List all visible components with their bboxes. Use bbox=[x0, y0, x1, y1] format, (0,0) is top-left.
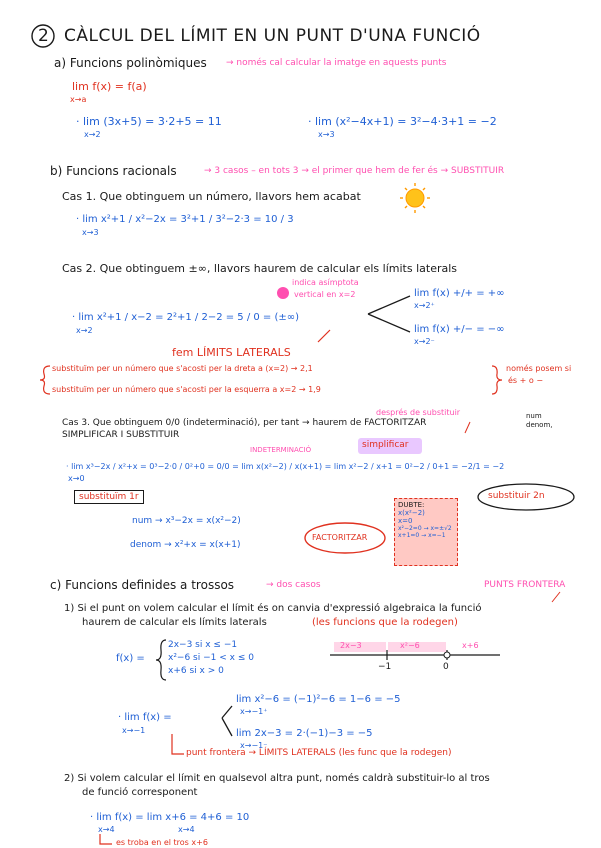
c-limit-label: · lim f(x) = bbox=[118, 712, 172, 723]
case-c1-c: (les funcions que la rodegen) bbox=[312, 617, 458, 628]
case-3-factor-denom: denom → x²+x = x(x+1) bbox=[130, 540, 241, 550]
case-3-num: num bbox=[526, 412, 542, 420]
number-line-label-3: x+6 bbox=[462, 641, 479, 650]
case-3-simplificar: simplificar bbox=[362, 440, 409, 450]
piecewise-row-3: x+6 si x > 0 bbox=[168, 666, 224, 676]
punts-frontera: PUNTS FRONTERA bbox=[484, 580, 566, 590]
case-1-sub: x→3 bbox=[82, 228, 99, 237]
case-2: Cas 2. Que obtinguem ±∞, llavors haurem de calcular els límits laterals bbox=[62, 262, 458, 275]
note-a: → només cal calcular la imatge en aquests punts bbox=[226, 58, 447, 68]
case-c2-a: 2) Si volem calcular el límit en qualsevol altra punt, només caldrà substituir-lo al tros bbox=[64, 773, 490, 784]
case-3-factoritzar: FACTORITZAR bbox=[312, 533, 368, 542]
note-c: → dos casos bbox=[266, 580, 321, 590]
page-title: CÀLCUL DEL LÍMIT EN UN PUNT D'UNA FUNCIÓ bbox=[64, 26, 481, 46]
doubt-note bbox=[394, 498, 458, 566]
case-3-first-step: substituïm 1r bbox=[74, 490, 144, 504]
case-2-laterals: fem LÍMITS LATERALS bbox=[172, 346, 291, 359]
case-2-example: · lim x²+1 / x−2 = 2²+1 / 2−2 = 5 / 0 = (±∞) bbox=[72, 312, 300, 323]
piecewise-label: f(x) = bbox=[116, 653, 145, 664]
case-2-left-limit: lim f(x) +/− = −∞ bbox=[414, 324, 505, 335]
case-c1-b: haurem de calcular els límits laterals bbox=[82, 617, 267, 628]
case-c1-a: 1) Si el punt on volem calcular el límit és on canvia d'expressió algebraica la funció bbox=[64, 603, 482, 614]
case-2-note-2: vertical en x=2 bbox=[294, 290, 356, 299]
heading-a: a) Funcions polinòmiques bbox=[54, 56, 207, 70]
case-2-sign-note-2: és + o − bbox=[508, 376, 544, 385]
piecewise-row-1: 2x−3 si x ≤ −1 bbox=[168, 640, 238, 650]
definition-sub: x→a bbox=[70, 95, 87, 104]
doubt-line-4: x²−2=0 → x=±√2 bbox=[398, 525, 452, 532]
c-example-sub-1: x→4 bbox=[98, 825, 115, 834]
c-limit-left-sub: x→−1⁻ bbox=[240, 741, 268, 750]
case-2-left-sub: x→2⁻ bbox=[414, 337, 435, 346]
piecewise-row-2: x²−6 si −1 < x ≤ 0 bbox=[168, 653, 254, 663]
doubt-line-1: DUBTE: bbox=[398, 501, 425, 509]
heading-c: c) Funcions definides a trossos bbox=[50, 578, 235, 592]
number-line-tick-1: −1 bbox=[378, 662, 392, 672]
pink-dot-icon bbox=[277, 287, 289, 299]
case-2-left-approach: substituïm per un número que s'acosti per la esquerra a x=2 → 1,9 bbox=[52, 385, 321, 394]
red-brace-right bbox=[492, 366, 502, 394]
case-3-example: · lim x³−2x / x²+x = 0³−2·0 / 0²+0 = 0/0 = lim x(x²−2) / x(x+1) = lim x²−2 / x+1 = 0²−2 / 0+1 = −2/1 = −2 bbox=[66, 462, 505, 471]
case-c2-b: de funció corresponent bbox=[82, 787, 198, 798]
doubt-line-5: x+1=0 → x=−1 bbox=[398, 532, 446, 539]
c-example-sub-2: x→4 bbox=[178, 825, 195, 834]
example-1-sub: x→2 bbox=[84, 130, 101, 139]
definition-limit: lim f(x) = f(a) bbox=[72, 80, 147, 93]
case-2-right-limit: lim f(x) +/+ = +∞ bbox=[414, 288, 505, 299]
example-1: · lim (3x+5) = 3·2+5 = 11 bbox=[76, 115, 222, 128]
note-b: → 3 casos – en tots 3 → el primer que hem de fer és → SUBSTITUIR bbox=[204, 166, 505, 176]
branch-bracket bbox=[368, 296, 410, 332]
arrow-punt-frontera bbox=[172, 734, 184, 754]
case-2-sub: x→2 bbox=[76, 326, 93, 335]
piecewise-brace bbox=[156, 640, 166, 680]
case-3-sub: x→0 bbox=[68, 474, 85, 483]
case-3-factor-num: num → x³−2x = x(x²−2) bbox=[132, 516, 241, 526]
c-limit-sub: x→−1 bbox=[122, 726, 146, 735]
case-1-example: · lim x²+1 / x²−2x = 3²+1 / 3²−2·3 = 10 / 3 bbox=[76, 214, 294, 225]
number-line-label-2: x²−6 bbox=[400, 641, 420, 650]
c-example: · lim f(x) = lim x+6 = 4+6 = 10 bbox=[90, 812, 250, 823]
case-2-note-1: indica asímptota bbox=[292, 278, 359, 287]
example-2: · lim (x²−4x+1) = 3²−4·3+1 = −2 bbox=[308, 115, 497, 128]
sun-icon bbox=[400, 183, 430, 213]
case-3-indet: INDETERMINACIÓ bbox=[250, 446, 312, 454]
number-line-tick-2: 0 bbox=[443, 662, 449, 672]
arrow-tros bbox=[100, 834, 112, 844]
case-3-b: SIMPLIFICAR I SUBSTITUIR bbox=[62, 430, 180, 440]
branch-bracket-c bbox=[222, 706, 232, 736]
c-example-note: es troba en el tros x+6 bbox=[116, 838, 208, 847]
red-brace-left bbox=[40, 366, 50, 394]
case-3-after-note: després de substituir bbox=[376, 408, 461, 417]
case-3-second-step: substituir 2n bbox=[488, 491, 545, 501]
section-number: 2 bbox=[38, 26, 50, 46]
c-limit-right: lim x²−6 = (−1)²−6 = 1−6 = −5 bbox=[236, 694, 401, 705]
c-limit-right-sub: x→−1⁺ bbox=[240, 707, 268, 716]
case-2-sign-note-1: només posem si bbox=[506, 364, 572, 373]
arrow-to-laterals bbox=[318, 330, 330, 342]
case-2-right-sub: x→2⁺ bbox=[414, 301, 435, 310]
doubt-line-2: x(x²−2) bbox=[398, 509, 425, 517]
case-3: Cas 3. Que obtinguem 0/0 (indeterminació), per tant → haurem de FACTORITZAR bbox=[62, 418, 427, 428]
c-limit-left: lim 2x−3 = 2·(−1)−3 = −5 bbox=[236, 728, 373, 739]
case-1: Cas 1. Que obtinguem un número, llavors hem acabat bbox=[62, 190, 361, 203]
case-2-right-approach: substituïm per un número que s'acosti per la dreta a (x=2) → 2,1 bbox=[52, 364, 313, 373]
c-punt-frontera: punt frontera → LÍMITS LATERALS (les func que la rodegen) bbox=[186, 748, 452, 758]
number-line-label-1: 2x−3 bbox=[340, 641, 362, 650]
doubt-line-3: x=0 bbox=[398, 517, 413, 525]
example-2-sub: x→3 bbox=[318, 130, 335, 139]
case-3-denom: denom, bbox=[526, 421, 553, 429]
heading-b: b) Funcions racionals bbox=[50, 164, 177, 178]
